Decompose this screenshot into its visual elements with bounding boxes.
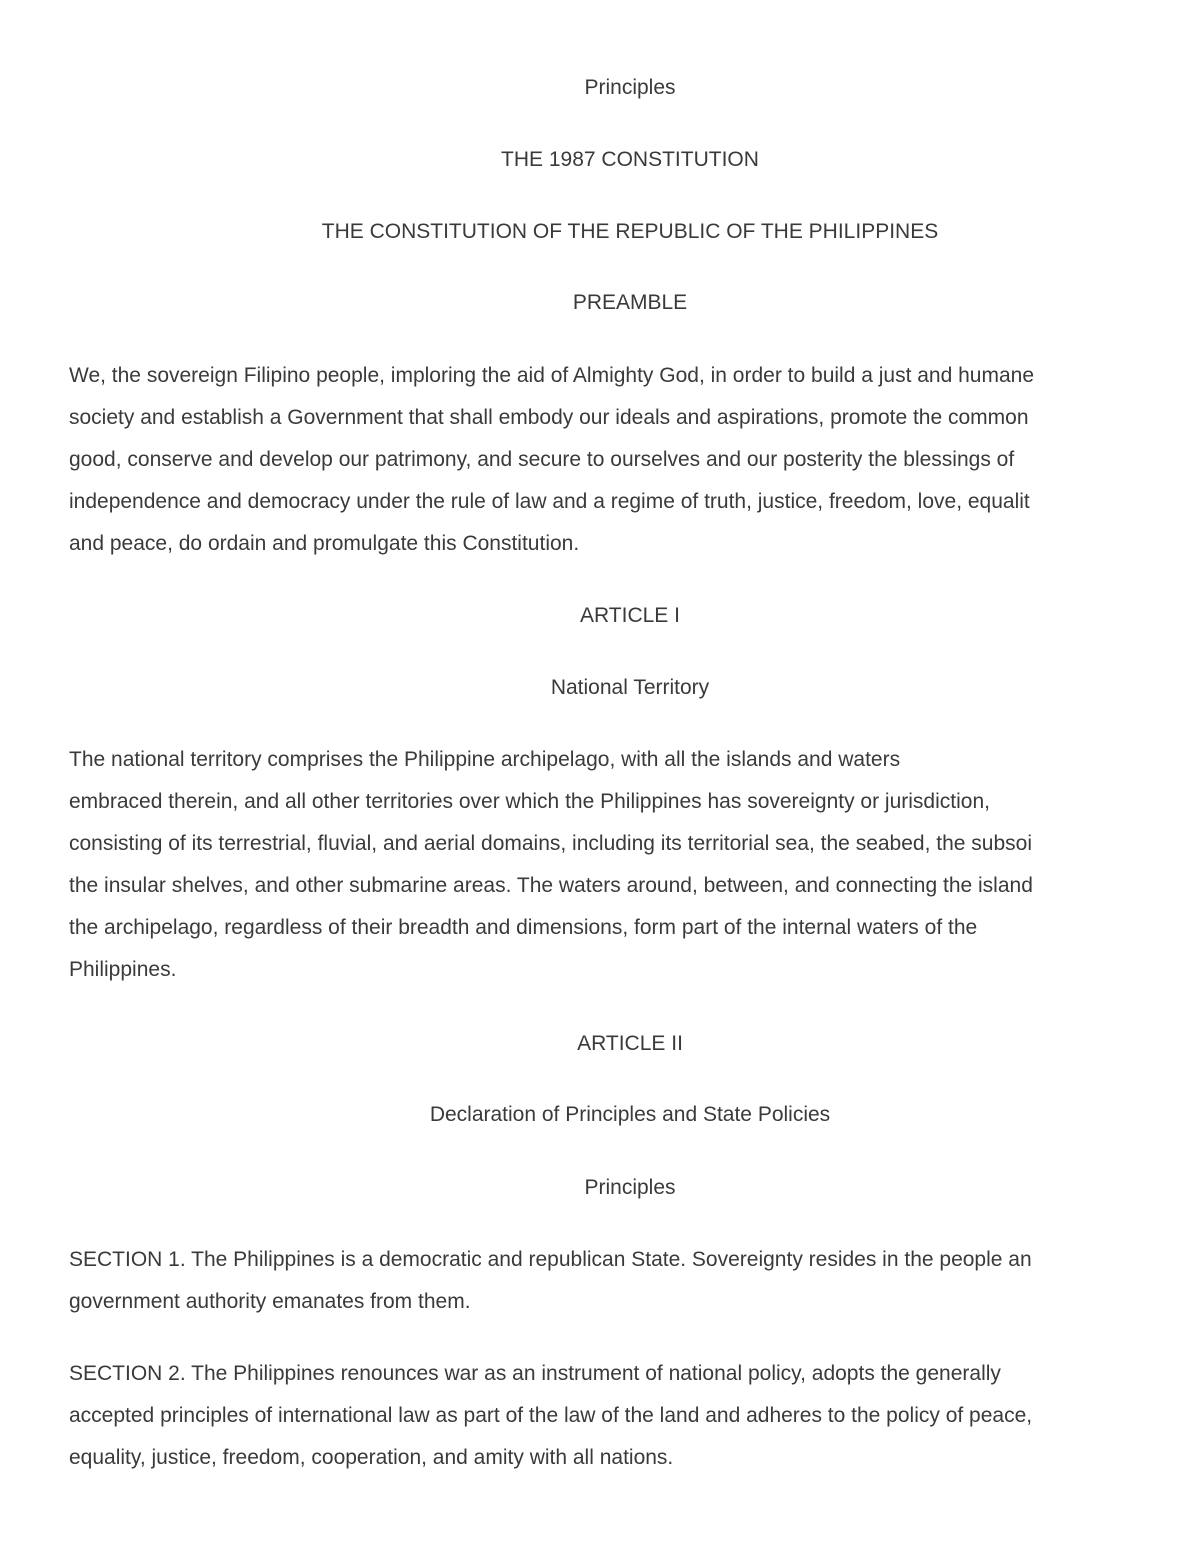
article-1-line: consisting of its terrestrial, fluvial, and aerial domains, including its territorial sea, the seabed, the subsoi — [69, 832, 1032, 855]
article-2-principles-heading: Principles — [584, 1176, 676, 1199]
preamble-line: independence and democracy under the rule of law and a regime of truth, justice, freedom, love, equalit — [69, 490, 1030, 513]
preamble-line: and peace, do ordain and promulgate this Constitution. — [69, 532, 580, 555]
section-1-line: SECTION 1. The Philippines is a democratic and republican State. Sovereignty resides in the people an — [69, 1248, 1032, 1271]
section-1-paragraph — [69, 1239, 1200, 1323]
article-1-paragraph — [69, 739, 1200, 991]
section-2-line: SECTION 2. The Philippines renounces war as an instrument of national policy, adopts the generally — [69, 1362, 1001, 1385]
preamble-paragraph — [69, 355, 1200, 565]
article-1-line: the archipelago, regardless of their breadth and dimensions, form part of the internal waters of the — [69, 916, 978, 939]
article-2-heading: ARTICLE II — [577, 1032, 683, 1055]
article-1-line: the insular shelves, and other submarine areas. The waters around, between, and connecting the island — [69, 874, 1033, 897]
section-2-line: accepted principles of international law as part of the law of the land and adheres to the policy of peace, — [69, 1404, 1033, 1427]
preamble-line: good, conserve and develop our patrimony, and secure to ourselves and our posterity the blessings of — [69, 448, 1015, 471]
section-2-paragraph — [69, 1353, 1200, 1479]
article-2-subheading: Declaration of Principles and State Policies — [429, 1103, 831, 1126]
constitution-full-title: THE CONSTITUTION OF THE REPUBLIC OF THE PHILIPPINES — [321, 220, 939, 243]
section-1-line: government authority emanates from them. — [69, 1290, 471, 1313]
preamble-heading: PREAMBLE — [572, 291, 688, 314]
preamble-line: We, the sovereign Filipino people, imploring the aid of Almighty God, in order to build a just and humane — [69, 364, 1035, 387]
page-header-title: Principles — [584, 76, 676, 99]
article-1-line: The national territory comprises the Philippine archipelago, with all the islands and waters — [69, 748, 901, 771]
article-1-line: embraced therein, and all other territories over which the Philippines has sovereignty or jurisdiction, — [69, 790, 990, 813]
article-1-line: Philippines. — [69, 958, 177, 981]
article-1-subheading: National Territory — [550, 676, 710, 699]
section-2-line: equality, justice, freedom, cooperation, and amity with all nations. — [69, 1446, 674, 1469]
preamble-line: society and establish a Government that shall embody our ideals and aspirations, promote the common — [69, 406, 1029, 429]
constitution-year-title: THE 1987 CONSTITUTION — [501, 148, 759, 171]
article-1-heading: ARTICLE I — [580, 604, 680, 627]
